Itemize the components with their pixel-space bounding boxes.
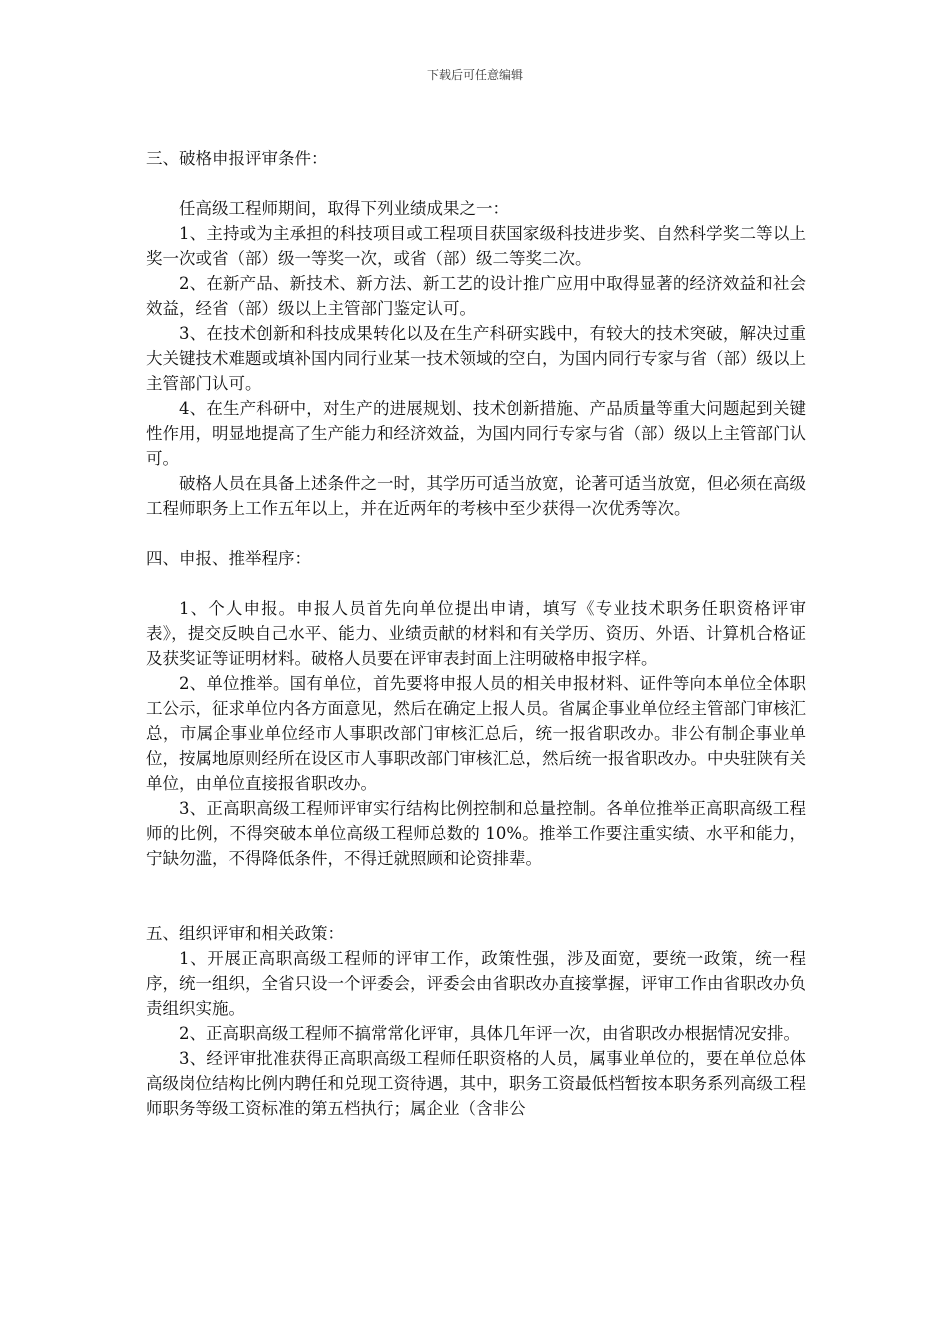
section-3-paragraph: 破格人员在具备上述条件之一时，其学历可适当放宽，论著可适当放宽，但必须在高级工程师职务上工作五年以上，并在近两年的考核中至少获得一次优秀等次。 bbox=[146, 474, 806, 518]
section-5-paragraph: 3、经评审批准获得正高职高级工程师任职资格的人员，属事业单位的，要在单位总体高级岗位结构比例内聘任和兑现工资待遇，其中，职务工资最低档暂按本职务系列高级工程师职务等级工资标准的第五档执行；属企业（含非公 bbox=[146, 1049, 806, 1118]
page-header-note: 下载后可任意编辑 bbox=[426, 68, 523, 82]
section-4-title: 四、申报、推举程序： bbox=[146, 549, 311, 568]
document-body bbox=[146, 146, 806, 1121]
section-5-paragraph: 1、开展正高职高级工程师的评审工作，政策性强，涉及面宽，要统一政策，统一程序，统一组织，全省只设一个评委会，评委会由省职改办直接掌握，评审工作由省职改办负责组织实施。 bbox=[146, 949, 806, 1018]
section-5-paragraph: 2、正高职高级工程师不搞常常化评审，具体几年评一次，由省职改办根据情况安排。 bbox=[179, 1024, 800, 1043]
section-3-paragraph: 任高级工程师期间，取得下列业绩成果之一： bbox=[179, 199, 509, 218]
section-3-paragraph: 2、在新产品、新技术、新方法、新工艺的设计推广应用中取得显著的经济效益和社会效益，经省（部）级以上主管部门鉴定认可。 bbox=[146, 274, 806, 318]
section-3-paragraph: 3、在技术创新和科技成果转化以及在生产科研实践中，有较大的技术突破，解决过重大关键技术难题或填补国内同行业某一技术领域的空白，为国内同行专家与省（部）级以上主管部门认可。 bbox=[146, 324, 806, 393]
section-4-paragraph: 3、正高职高级工程师评审实行结构比例控制和总量控制。各单位推举正高职高级工程师的比例，不得突破本单位高级工程师总数的 10%。推举工作要注重实绩、水平和能力，宁缺勿滥，不得降低条件，不得迁就照顾和论资排辈。 bbox=[146, 799, 806, 868]
section-5-title: 五、组织评审和相关政策： bbox=[146, 924, 344, 943]
section-4-paragraph: 2、单位推举。国有单位，首先要将申报人员的相关申报材料、证件等向本单位全体职工公示，征求单位内各方面意见，然后在确定上报人员。省属企事业单位经主管部门审核汇总，市属企事业单位经市人事职改部门审核汇总后，统一报省职改办。非公有制企事业单位，按属地原则经所在设区市人事职改部门审核汇总，然后统一报省职改办。中央驻陕有关单位，由单位直接报省职改办。 bbox=[146, 674, 806, 793]
section-3-title: 三、破格申报评审条件： bbox=[146, 149, 328, 168]
section-4-paragraph: 1、个人申报。申报人员首先向单位提出申请，填写《专业技术职务任职资格评审表》，提交反映自己水平、能力、业绩贡献的材料和有关学历、资历、外语、计算机合格证及获奖证等证明材料。破格人员要在评审表封面上注明破格申报字样。 bbox=[146, 599, 806, 668]
section-3-paragraph: 1、主持或为主承担的科技项目或工程项目获国家级科技进步奖、自然科学奖二等以上奖一次或省（部）级一等奖一次，或省（部）级二等奖二次。 bbox=[146, 224, 806, 268]
section-3-paragraph: 4、在生产科研中，对生产的进展规划、技术创新措施、产品质量等重大问题起到关键性作用，明显地提高了生产能力和经济效益，为国内同行专家与省（部）级以上主管部门认可。 bbox=[146, 399, 806, 468]
